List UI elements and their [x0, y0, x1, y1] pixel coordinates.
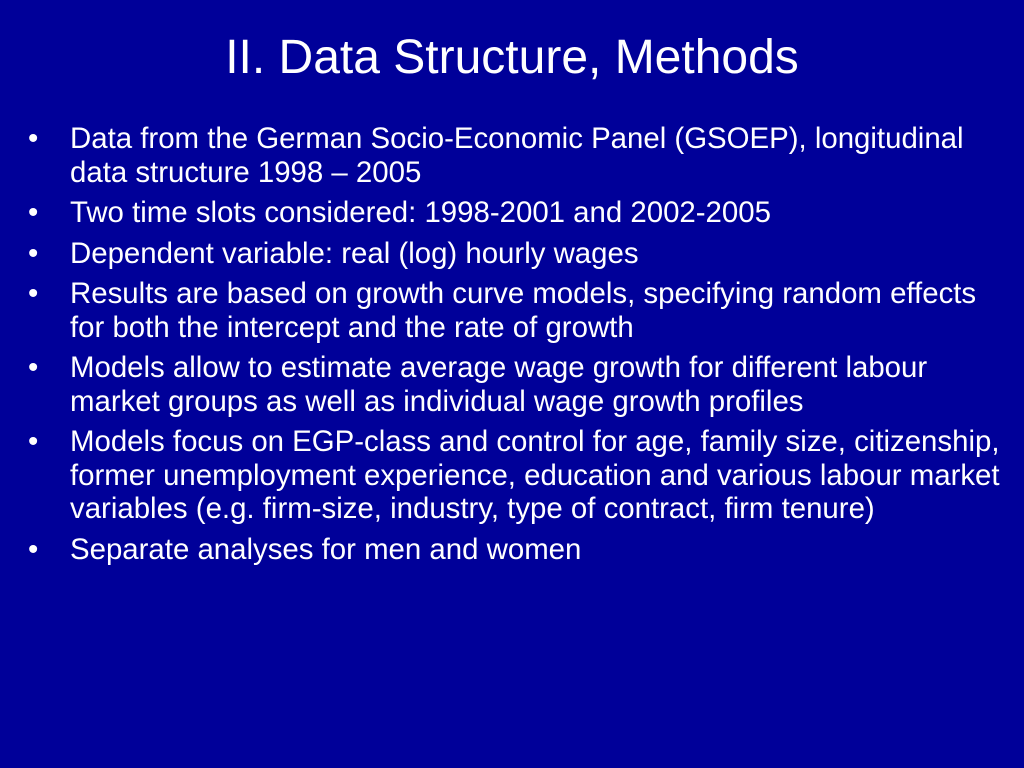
- bullet-dot-icon: •: [28, 196, 39, 229]
- bullet-text: Models allow to estimate average wage growth for different labour market groups as well as individual wage growth profiles: [70, 351, 928, 418]
- slide-title: II. Data Structure, Methods: [225, 31, 799, 84]
- bullet-dot-icon: •: [28, 122, 39, 155]
- bullet-text: Models focus on EGP-class and control for age, family size, citizenship, former unemployment experience, education and various labour market variables (e.g. firm-size, industry, type of contract, firm tenure): [70, 425, 1000, 525]
- bullet-item: [28, 196, 1008, 230]
- bullet-text: Dependent variable: real (log) hourly wages: [70, 236, 639, 270]
- bullet-list: [28, 122, 1008, 573]
- bullet-item: [28, 533, 1008, 567]
- bullet-item: [28, 237, 1008, 271]
- bullet-text: Separate analyses for men and women: [70, 532, 582, 566]
- bullet-item: [28, 425, 1008, 526]
- bullet-dot-icon: •: [28, 425, 39, 458]
- bullet-dot-icon: •: [28, 351, 39, 384]
- bullet-text: Two time slots considered: 1998-2001 and 2002-2005: [70, 196, 771, 229]
- bullet-dot-icon: •: [28, 532, 39, 566]
- bullet-dot-icon: •: [28, 277, 39, 310]
- bullet-item: [28, 351, 1008, 418]
- bullet-item: [28, 122, 1008, 189]
- bullet-text: Results are based on growth curve models, specifying random effects for both the intercept and the rate of growth: [70, 277, 977, 344]
- bullet-dot-icon: •: [28, 236, 39, 270]
- bullet-item: [28, 277, 1008, 344]
- bullet-text: Data from the German Socio-Economic Panel (GSOEP), longitudinal data structure 1998 – 2005: [70, 122, 964, 189]
